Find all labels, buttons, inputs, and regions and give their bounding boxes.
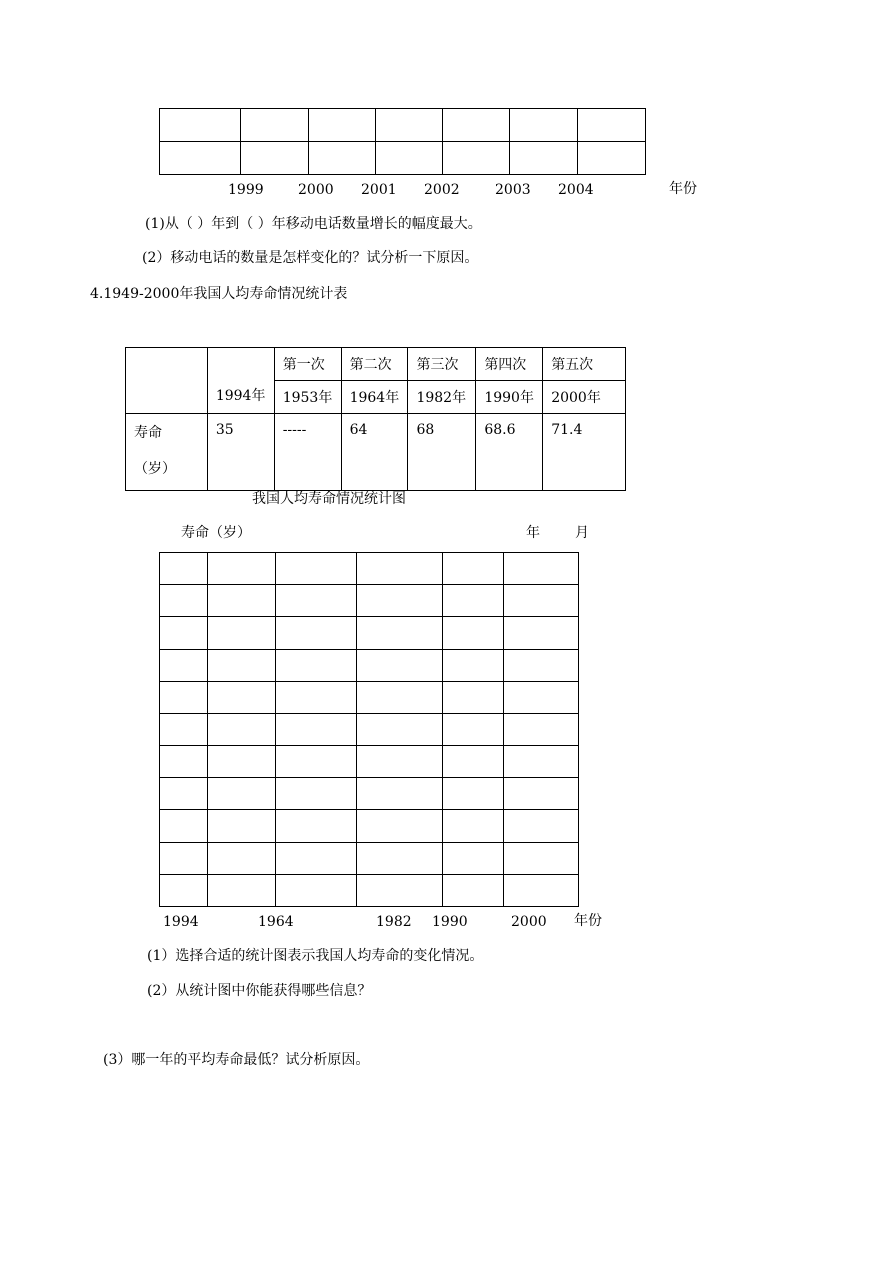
row-label-lifespan: 寿命 [134, 425, 162, 441]
table-row [160, 142, 646, 175]
phone-data-blank-table [159, 108, 646, 175]
chart-x-unit: 年份 [574, 913, 602, 929]
table-header-cell: 1994年 [207, 348, 274, 414]
table-cell: 71.4 [543, 414, 626, 491]
life-expectancy-chart-grid [159, 552, 579, 907]
chart-x-label-1990: 1990 [432, 914, 468, 930]
chart-x-label-1982: 1982 [376, 914, 412, 930]
table-header-cell: 1982年 [408, 381, 476, 414]
table-row [160, 681, 579, 713]
x-axis-unit: 年份 [669, 181, 697, 197]
table-row [160, 842, 579, 874]
table-cell: 35 [207, 414, 274, 491]
table-header-cell: 第五次 [543, 348, 626, 381]
table-row [126, 414, 626, 491]
x-axis-label-2002: 2002 [424, 182, 460, 198]
table-cell: 68 [408, 414, 476, 491]
table-header-cell: 1964年 [341, 381, 408, 414]
table-row [160, 109, 646, 142]
table-header-cell: 2000年 [543, 381, 626, 414]
table-cell: 68.6 [476, 414, 543, 491]
life-expectancy-table [125, 347, 626, 491]
table-cell: 64 [341, 414, 408, 491]
question-4-3: (3）哪一年的平均寿命最低？试分析原因。 [103, 1052, 370, 1068]
table-header-cell: 第三次 [408, 348, 476, 381]
table-header-cell: 1953年 [274, 381, 341, 414]
table-row [160, 617, 579, 649]
x-axis-label-2001: 2001 [361, 182, 397, 198]
table-row [160, 746, 579, 778]
question-3-2: (2）移动电话的数量是怎样变化的？试分析一下原因。 [142, 250, 479, 266]
table-header-cell: 第四次 [476, 348, 543, 381]
table-header-cell: 1990年 [476, 381, 543, 414]
table-corner-cell [126, 348, 208, 414]
table-row [160, 585, 579, 617]
x-axis-label-2004: 2004 [558, 182, 594, 198]
row-label-cell [126, 414, 208, 491]
question-4-2: (2）从统计图中你能获得哪些信息？ [147, 983, 372, 999]
table-row [160, 778, 579, 810]
table-row [160, 810, 579, 842]
x-axis-label-2003: 2003 [495, 182, 531, 198]
table-cell: ----- [274, 414, 341, 491]
x-axis-label-1999: 1999 [228, 182, 264, 198]
question-4-1: (1）选择合适的统计图表示我国人均寿命的变化情况。 [147, 948, 484, 964]
table-row [160, 553, 579, 585]
table-row [160, 649, 579, 681]
table-header-cell: 第二次 [341, 348, 408, 381]
section-4-title: 4.1949-2000年我国人均寿命情况统计表 [90, 286, 348, 302]
x-axis-label-2000: 2000 [298, 182, 334, 198]
question-3-1: (1)从（ ）年到（ ）年移动电话数量增长的幅度最大。 [145, 216, 482, 232]
date-label-month: 月 [575, 525, 589, 541]
y-axis-label: 寿命（岁） [181, 525, 251, 541]
table-header-cell: 第一次 [274, 348, 341, 381]
chart-x-label-1994: 1994 [163, 914, 199, 930]
chart-x-label-2000: 2000 [511, 914, 547, 930]
table-row [160, 713, 579, 745]
row-label-unit: （岁） [134, 461, 176, 477]
table-row [126, 348, 626, 381]
date-label-year: 年 [526, 525, 540, 541]
chart-x-label-1964: 1964 [258, 914, 294, 930]
chart-title: 我国人均寿命情况统计图 [252, 491, 406, 507]
table-row [160, 874, 579, 906]
